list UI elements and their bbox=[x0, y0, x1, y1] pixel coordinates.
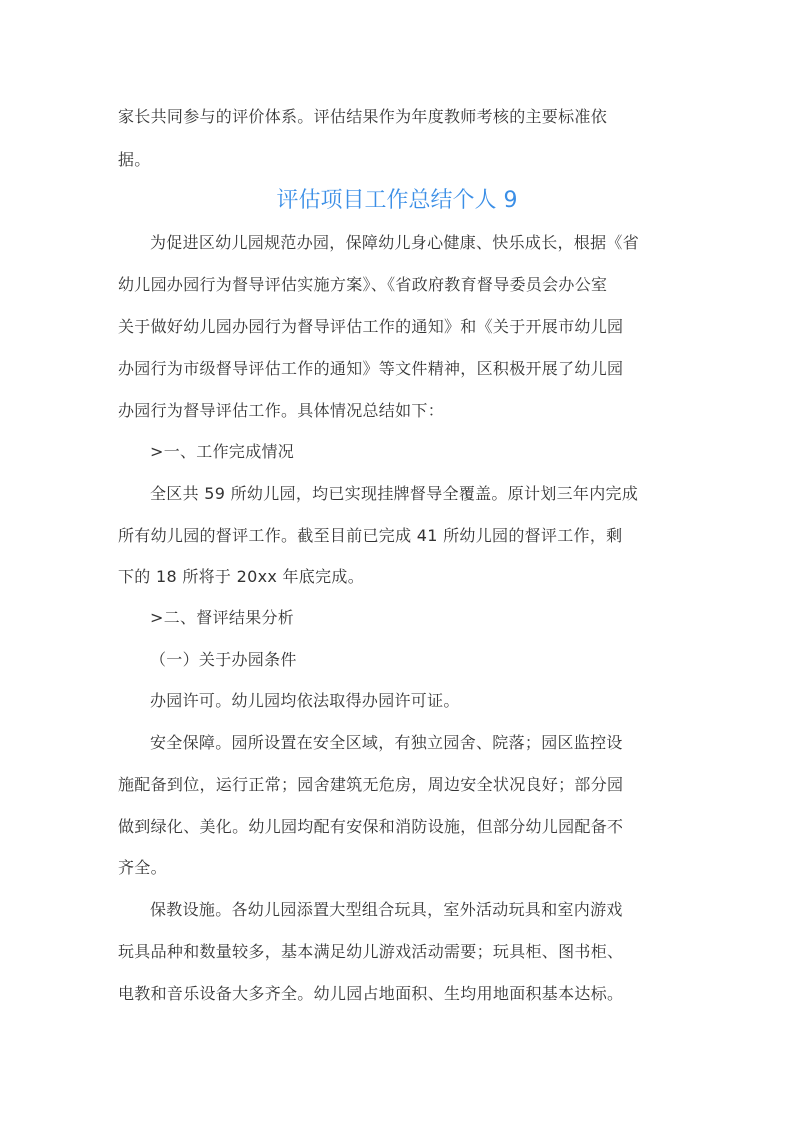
paragraph-line: 齐全。 bbox=[118, 858, 167, 877]
paragraph-line: 施配备到位，运行正常；园舍建筑无危房，周边安全状况良好；部分园 bbox=[118, 775, 624, 794]
subheading-line: （一）关于办园条件 bbox=[150, 650, 297, 669]
heading-line: >二、督评结果分析 bbox=[150, 608, 295, 627]
intro-line: 家长共同参与的评价体系。评估结果作为年度教师考核的主要标准依 bbox=[118, 107, 608, 126]
paragraph-line: 电教和音乐设备大多齐全。幼儿园占地面积、生均用地面积基本达标。 bbox=[118, 984, 624, 1003]
paragraph-line: 办园行为市级督导评估工作的通知》等文件精神，区积极开展了幼儿园 bbox=[118, 359, 624, 378]
paragraph-line: 办园行为督导评估工作。具体情况总结如下： bbox=[118, 401, 445, 420]
heading-line: >一、工作完成情况 bbox=[150, 442, 295, 461]
paragraph-line: 安全保障。园所设置在安全区域，有独立园舍、院落；园区监控设 bbox=[150, 733, 623, 752]
paragraph-line: 做到绿化、美化。幼儿园均配有安保和消防设施，但部分幼儿园配备不 bbox=[118, 817, 624, 836]
paragraph-line: 保教设施。各幼儿园添置大型组合玩具，室外活动玩具和室内游戏 bbox=[150, 900, 623, 919]
paragraph-line: 关于做好幼儿园办园行为督导评估工作的通知》和《关于开展市幼儿园 bbox=[118, 317, 624, 336]
paragraph-line: 玩具品种和数量较多，基本满足幼儿游戏活动需要；玩具柜、图书柜、 bbox=[118, 942, 624, 961]
paragraph-line: 办园许可。幼儿园均依法取得办园许可证。 bbox=[150, 691, 460, 710]
paragraph-line: 为促进区幼儿园规范办园，保障幼儿身心健康、快乐成长，根据《省 bbox=[150, 233, 640, 252]
paragraph-line: 下的 18 所将于 20xx 年底完成。 bbox=[118, 567, 365, 586]
paragraph-line: 幼儿园办园行为督导评估实施方案》、《省政府教育督导委员会办公室 bbox=[118, 275, 608, 294]
section-title: 评估项目工作总结个人 9 bbox=[276, 188, 518, 213]
paragraph-line: 所有幼儿园的督评工作。截至目前已完成 41 所幼儿园的督评工作，剩 bbox=[118, 526, 623, 545]
paragraph-line: 全区共 59 所幼儿园，均已实现挂牌督导全覆盖。原计划三年内完成 bbox=[150, 484, 639, 503]
intro-line: 据。 bbox=[118, 150, 151, 169]
